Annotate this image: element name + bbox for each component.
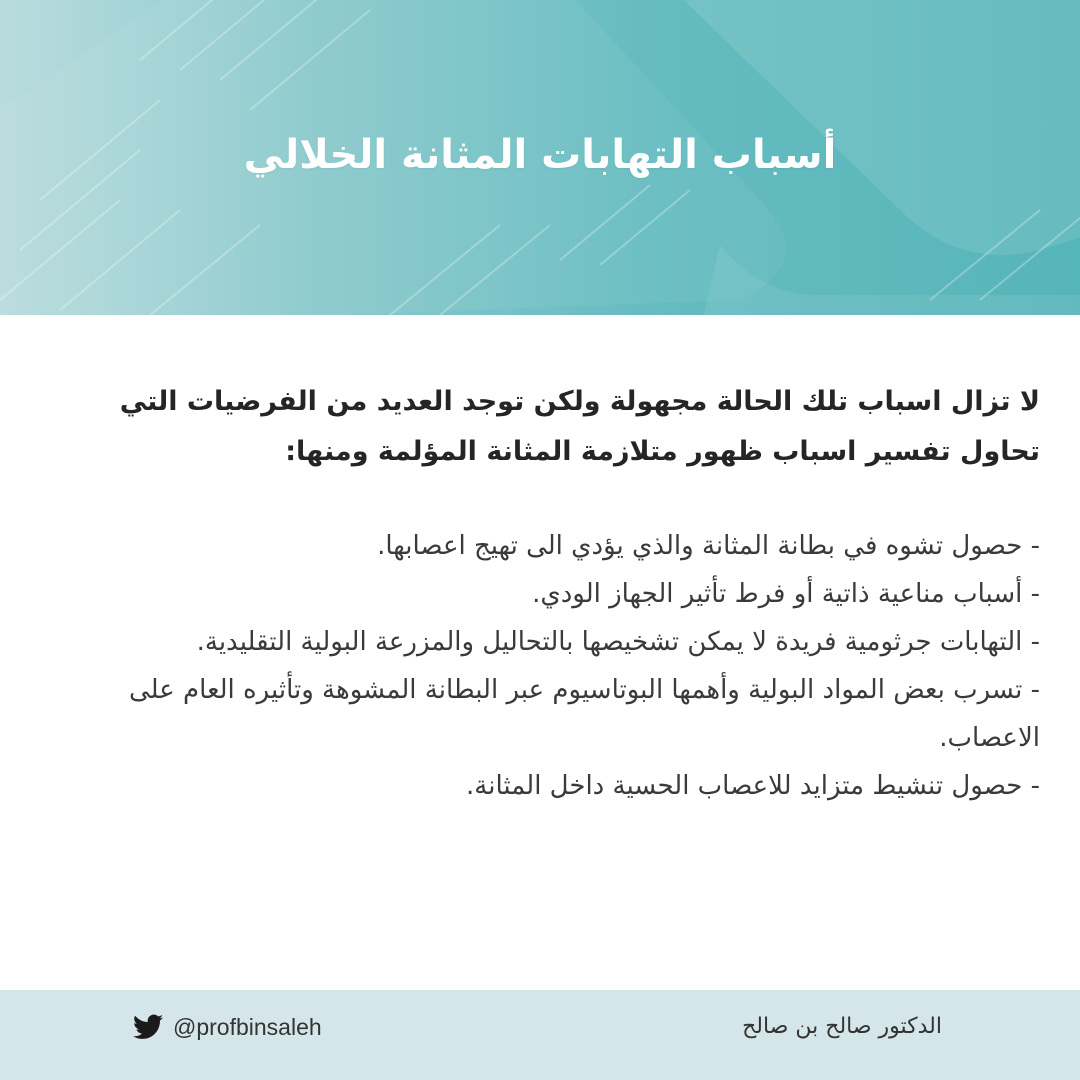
cause-item-2: - أسباب مناعية ذاتية أو فرط تأثير الجهاز الودي. — [532, 579, 1040, 609]
cause-item-5: - حصول تنشيط متزايد للاعصاب الحسية داخل المثانة. — [466, 771, 1040, 801]
cause-item-3: - التهابات جرثومية فريدة لا يمكن تشخيصها بالتحاليل والمزرعة البولية التقليدية. — [196, 627, 1040, 657]
cause-item-4: - تسرب بعض المواد البولية وأهمها البوتاسيوم عبر البطانة المشوهة وتأثيره العام على الاعصاب. — [129, 675, 1040, 753]
twitter-handle-link[interactable] — [133, 1010, 322, 1044]
causes-list — [40, 522, 1040, 810]
twitter-handle: @profbinsaleh — [173, 1014, 322, 1040]
footer-bar — [0, 990, 1080, 1080]
page-title: أسباب التهابات المثانة الخلالي — [243, 132, 837, 178]
twitter-icon — [133, 1014, 163, 1040]
author-name: الدكتور صالح بن صالح — [742, 1014, 942, 1039]
cause-item-1: - حصول تشوه في بطانة المثانة والذي يؤدي الى تهيج اعصابها. — [377, 531, 1040, 561]
header-banner — [0, 0, 1080, 315]
article-body — [40, 377, 1040, 810]
intro-paragraph: لا تزال اسباب تلك الحالة مجهولة ولكن توجد العديد من الفرضيات التي تحاول تفسير اسباب ظهور متلازمة المثانة المؤلمة ومنها: — [119, 386, 1040, 467]
